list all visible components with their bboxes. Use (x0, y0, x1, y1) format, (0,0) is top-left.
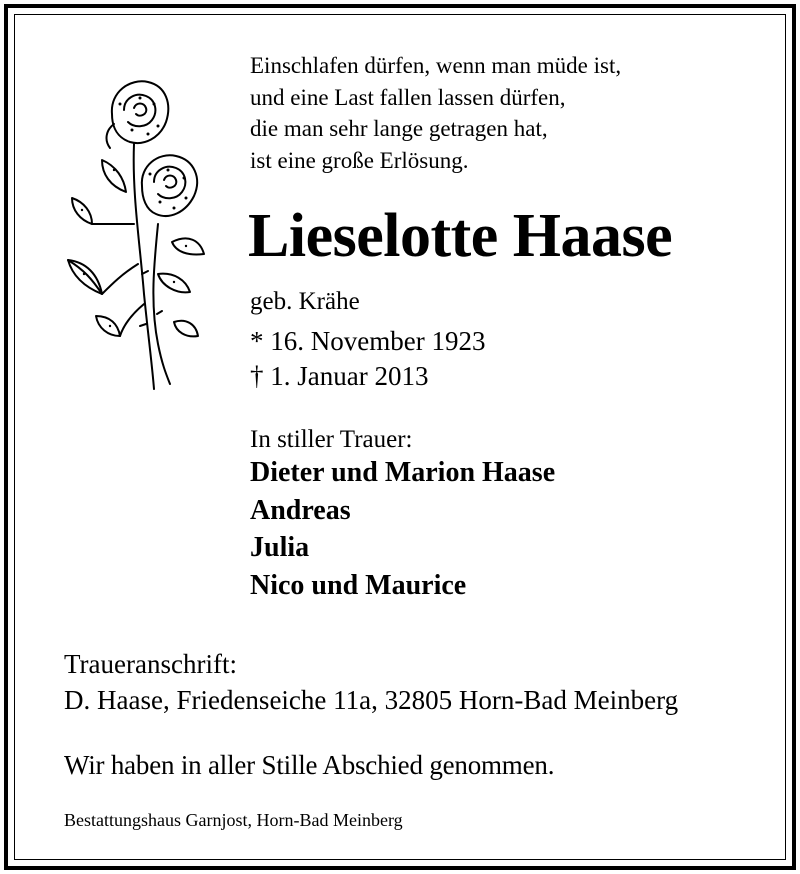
poem (250, 50, 621, 176)
deceased-name: Lieselotte Haase (248, 202, 673, 270)
poem-line: die man sehr lange getragen hat, (250, 116, 548, 141)
address-value: D. Haase, Friedenseiche 11a, 32805 Horn-Bad Meinberg (64, 685, 679, 715)
mourner-name: Andreas (250, 494, 351, 526)
death-date: † 1. Januar 2013 (250, 361, 429, 391)
closing-statement: Wir haben in aller Stille Abschied genommen. (64, 750, 555, 780)
mourning-address (64, 646, 678, 718)
mourner-name: Nico und Maurice (250, 569, 467, 601)
mourner-name: Julia (250, 532, 310, 563)
life-dates (250, 324, 485, 394)
birth-date: * 16. November 1923 (250, 326, 486, 356)
rose-illustration-icon (62, 74, 212, 394)
mourner-name: Dieter und Marion Haase (250, 457, 556, 488)
mourning-intro: In stiller Trauer: (250, 426, 413, 453)
birth-name: geb. Krähe (250, 288, 360, 315)
mourners-list (250, 454, 555, 604)
poem-line: Einschlafen dürfen, wenn man müde ist, (250, 53, 622, 78)
poem-line: und eine Last fallen lassen dürfen, (250, 84, 566, 110)
address-label: Traueranschrift: (64, 649, 237, 679)
undertaker-credit: Bestattungshaus Garnjost, Horn-Bad Meinberg (64, 810, 403, 830)
poem-line: ist eine große Erlösung. (250, 147, 469, 173)
